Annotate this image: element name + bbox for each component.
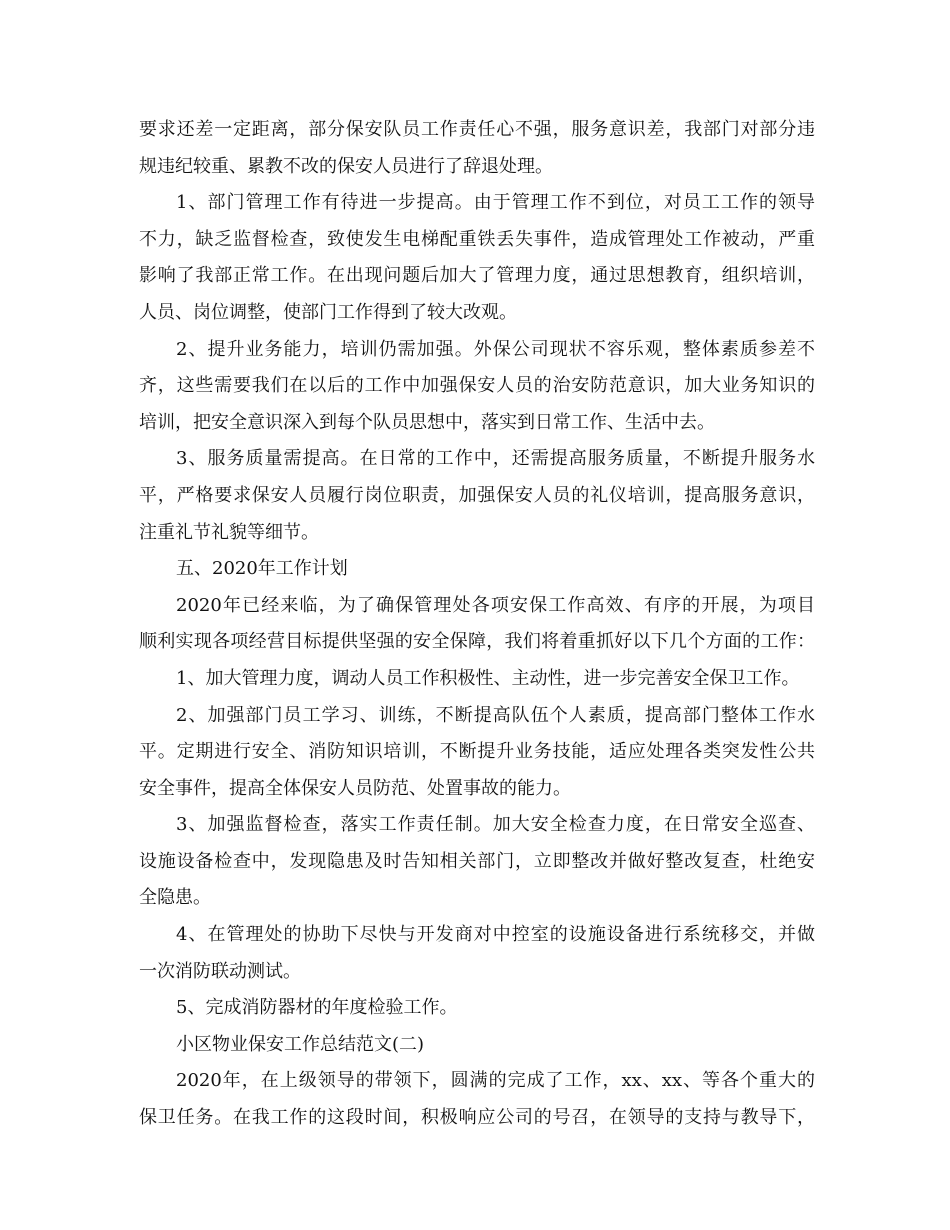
text-line: 不力，缺乏监督检查，致使发生电梯配重铁丢失事件，造成管理处工作被动，严重 bbox=[139, 228, 815, 250]
text-line: 五、2020年工作计划 bbox=[176, 558, 348, 580]
text-line: 人员、岗位调整，使部门工作得到了较大改观。 bbox=[139, 301, 517, 323]
text-line: 全隐患。 bbox=[139, 887, 211, 909]
text-line: 顺利实现各项经营目标提供坚强的安全保障，我们将着重抓好以下几个方面的工作： bbox=[139, 631, 815, 653]
text-line: 注重礼节礼貌等细节。 bbox=[139, 521, 319, 543]
text-line: 2、加强部门员工学习、训练，不断提高队伍个人素质，提高部门整体工作水 bbox=[176, 704, 815, 726]
text-line: 影响了我部正常工作。在出现问题后加大了管理力度，通过思想教育，组织培训， bbox=[139, 265, 815, 287]
text-line: 3、加强监督检查，落实工作责任制。加大安全检查力度，在日常安全巡查、 bbox=[176, 814, 815, 836]
text-line: 1、部门管理工作有待进一步提高。由于管理工作不到位，对员工工作的领导 bbox=[176, 192, 815, 214]
text-line: 4、在管理处的协助下尽快与开发商对中控室的设施设备进行系统移交，并做 bbox=[176, 924, 815, 946]
text-line: 安全事件，提高全体保安人员防范、处置事故的能力。 bbox=[139, 777, 571, 799]
text-line: 5、完成消防器材的年度检验工作。 bbox=[176, 997, 458, 1019]
text-line: 规违纪较重、累教不改的保安人员进行了辞退处理。 bbox=[139, 155, 553, 177]
text-line: 一次消防联动测试。 bbox=[139, 960, 301, 982]
text-line: 保卫任务。在我工作的这段时间，积极响应公司的号召，在领导的支持与教导下， bbox=[139, 1107, 815, 1129]
text-line: 3、服务质量需提高。在日常的工作中，还需提高服务质量，不断提升服务水 bbox=[176, 448, 815, 470]
text-line: 齐，这些需要我们在以后的工作中加强保安人员的治安防范意识，加大业务知识的 bbox=[139, 375, 815, 397]
text-line: 平。定期进行安全、消防知识培训，不断提升业务技能，适应处理各类突发性公共 bbox=[139, 741, 815, 763]
text-line: 2、提升业务能力，培训仍需加强。外保公司现状不容乐观，整体素质参差不 bbox=[176, 338, 815, 360]
text-line: 1、加大管理力度，调动人员工作积极性、主动性，进一步完善安全保卫工作。 bbox=[176, 667, 800, 689]
text-line: 要求还差一定距离，部分保安队员工作责任心不强，服务意识差，我部门对部分违 bbox=[139, 119, 815, 140]
text-line: 2020年，在上级领导的带领下，圆满的完成了工作，xx、xx、等各个重大的 bbox=[176, 1070, 815, 1092]
document-body bbox=[139, 112, 815, 1137]
text-line: 设施设备检查中，发现隐患及时告知相关部门，立即整改并做好整改复查，杜绝安 bbox=[139, 850, 815, 872]
text-line: 培训，把安全意识深入到每个队员思想中，落实到日常工作、生活中去。 bbox=[139, 411, 715, 433]
text-line: 小区物业保安工作总结范文(二) bbox=[176, 1033, 425, 1055]
text-line: 平，严格要求保安人员履行岗位职责，加强保安人员的礼仪培训，提高服务意识， bbox=[139, 484, 815, 506]
text-line: 2020年已经来临，为了确保管理处各项安保工作高效、有序的开展，为项目 bbox=[176, 594, 815, 616]
